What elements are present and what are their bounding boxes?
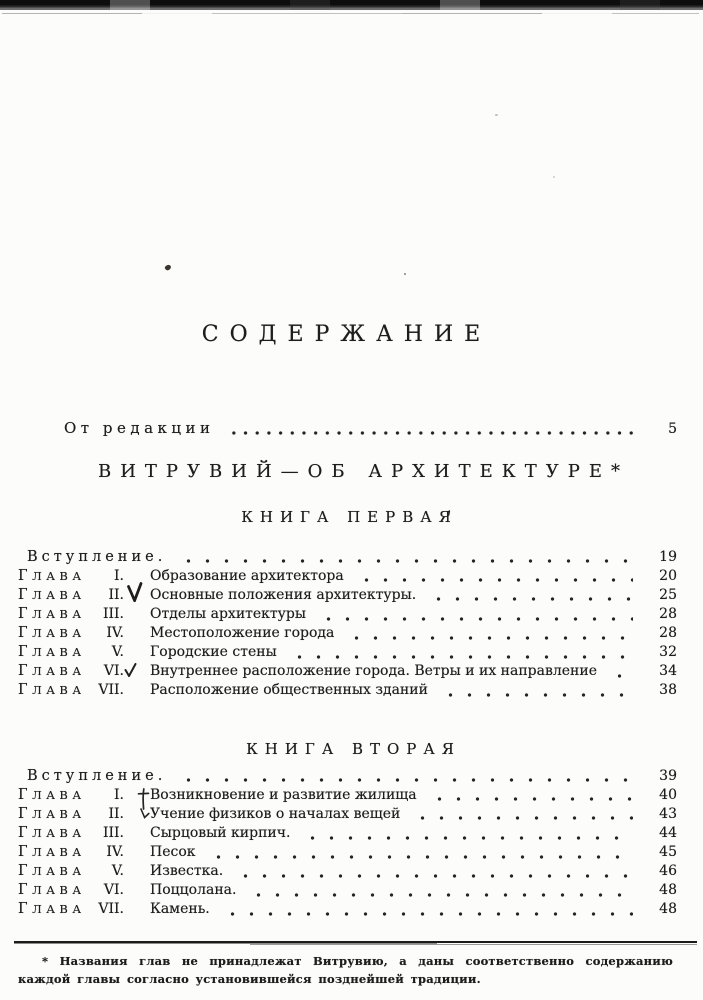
handwritten-check-mark [139,808,150,820]
book-one-toc [0,548,677,701]
page-number: 45 [659,844,677,861]
toc-row [0,843,677,862]
toc-intro-row [0,767,677,786]
chapter-word: ГЛАВА [18,901,86,918]
chapter-title: Сырцовый кирпич. [150,824,291,841]
chapter-numeral: I. [114,786,124,803]
toc-row [0,605,677,624]
chapter-title: Учение физиков о началах вещей [150,805,401,822]
chapter-title: Местоположение города [150,625,335,642]
page-number: 40 [659,786,677,803]
toc-row [0,567,677,586]
page-number: 44 [659,824,677,841]
chapter-word: ГЛАВА [18,824,86,841]
chapter-numeral: II. [108,805,124,822]
page-title: СОДЕРЖАНИЕ [201,322,492,347]
handwritten-check-mark [124,663,137,677]
mark-slot [124,624,150,643]
page-number: 43 [659,805,677,822]
chapter-title: Основные положения архитектуры. [150,586,417,603]
mark-slot [124,681,150,700]
chapter-title: Поццолана. [150,882,237,899]
dot-leader [437,693,633,697]
toc-row [0,624,677,643]
chapter-numeral: IV. [106,625,124,642]
toc-row [0,805,677,824]
chapter-numeral: VII. [98,682,124,699]
mark-slot [124,605,150,624]
chapter-title: Возникновение и развитие жилища [150,786,417,803]
chapter-word: ГЛАВА [18,863,86,880]
chapter-numeral: III. [102,824,124,841]
dot-leader [299,836,633,840]
chapter-numeral: IV. [106,844,124,861]
chapter-title: Внутреннее расположение города. Ветры и их направление [150,663,598,680]
mark-slot [124,662,150,681]
toc-row [0,643,677,662]
chapter-word: ГЛАВА [18,682,86,699]
dot-leader [219,912,633,916]
chapter-numeral: V. [111,863,124,880]
toc-row [0,824,677,843]
toc-row [0,786,677,805]
chapter-word: ГЛАВА [18,786,86,803]
page-number: 32 [659,644,677,661]
chapter-word: ГЛАВА [18,644,86,661]
chapter-word: ГЛАВА [18,567,86,584]
mark-slot [124,843,150,862]
work-title: ВИТРУВИЙ—ОБ АРХИТЕКТУРЕ* [98,461,629,482]
chapter-word: ГЛАВА [18,586,86,603]
handwritten-check-mark [126,582,143,602]
footnote-text: * Названия глав не принадлежат Витрувию, а даны соответственно содержанию каждой главы согласно установившейся позднейшей традиции. [18,954,673,986]
dot-leader [175,559,633,563]
chapter-title: Образование архитектора [150,567,344,584]
mark-slot [124,862,150,881]
toc-row [0,586,677,605]
chapter-word: ГЛАВА [18,805,86,822]
book-two-toc [0,767,677,920]
page-number: 28 [659,625,677,642]
chapter-word: ГЛАВА [18,625,86,642]
toc-row [0,662,677,681]
dot-leader [224,431,633,435]
dot-leader [606,674,633,678]
page-number: 20 [659,567,677,584]
page-number: 34 [659,663,677,680]
chapter-title: Городские стены [150,644,277,661]
chapter-numeral: I. [114,567,124,584]
chapter-title: Песок [150,844,196,861]
toc-row [0,881,677,900]
mark-slot [124,586,150,605]
page-number: 46 [659,863,677,880]
page-number: 28 [659,605,677,622]
from-editors-label: От редакции [64,419,215,437]
chapter-word: ГЛАВА [18,882,86,899]
toc-row [0,862,677,881]
chapter-word: ГЛАВА [18,605,86,622]
book-one-heading: КНИГА ПЕРВАЯ [241,508,458,526]
from-editors-row [64,419,677,438]
ink-speck [164,264,172,272]
chapter-numeral: VI. [103,663,124,680]
mark-slot [124,900,150,919]
chapter-title: Отделы архитектуры [150,605,307,622]
dot-leader [409,816,633,820]
chapter-numeral: VII. [98,901,124,918]
toc-row [0,681,677,700]
dot-leader [205,855,633,859]
chapter-numeral: V. [111,644,124,661]
ink-speck [553,176,555,178]
page-number: 38 [659,682,677,699]
dot-leader [245,893,633,897]
mark-slot [124,643,150,662]
mark-slot [124,881,150,900]
scan-edge-line [2,13,699,14]
chapter-word: ГЛАВА [18,663,86,680]
book-two-heading: КНИГА ВТОРАЯ [246,740,461,758]
chapter-title: Камень. [150,901,210,918]
page-number: 25 [659,586,677,603]
dot-leader [315,617,633,621]
dot-leader [343,636,633,640]
chapter-title: Известка. [150,863,224,880]
footnote-rule [14,941,697,943]
dot-leader [232,874,633,878]
dot-leader [425,597,633,601]
intro-label: Вступление. [27,767,167,784]
scan-edge-artifact [0,0,703,10]
chapter-word: ГЛАВА [18,844,86,861]
chapter-numeral: III. [102,605,124,622]
ink-speck [404,273,406,275]
chapter-title: Расположение общественных зданий [150,682,428,699]
page-number: 19 [659,548,677,565]
page-number: 48 [659,901,677,918]
dot-leader [426,797,633,801]
mark-slot [124,805,150,824]
page-number: 39 [659,767,677,784]
footnote-rule-shadow [250,944,697,945]
dot-leader [286,655,633,659]
toc-intro-row [0,548,677,567]
mark-slot [124,824,150,843]
page-number: 5 [668,421,677,437]
mark-slot [124,786,150,805]
ink-speck [495,114,498,116]
chapter-numeral: II. [108,586,124,603]
chapter-numeral: VI. [103,882,124,899]
toc-row [0,900,677,919]
page-number: 48 [659,882,677,899]
intro-label: Вступление. [27,548,167,565]
dot-leader [353,578,633,582]
dot-leader [175,778,633,782]
